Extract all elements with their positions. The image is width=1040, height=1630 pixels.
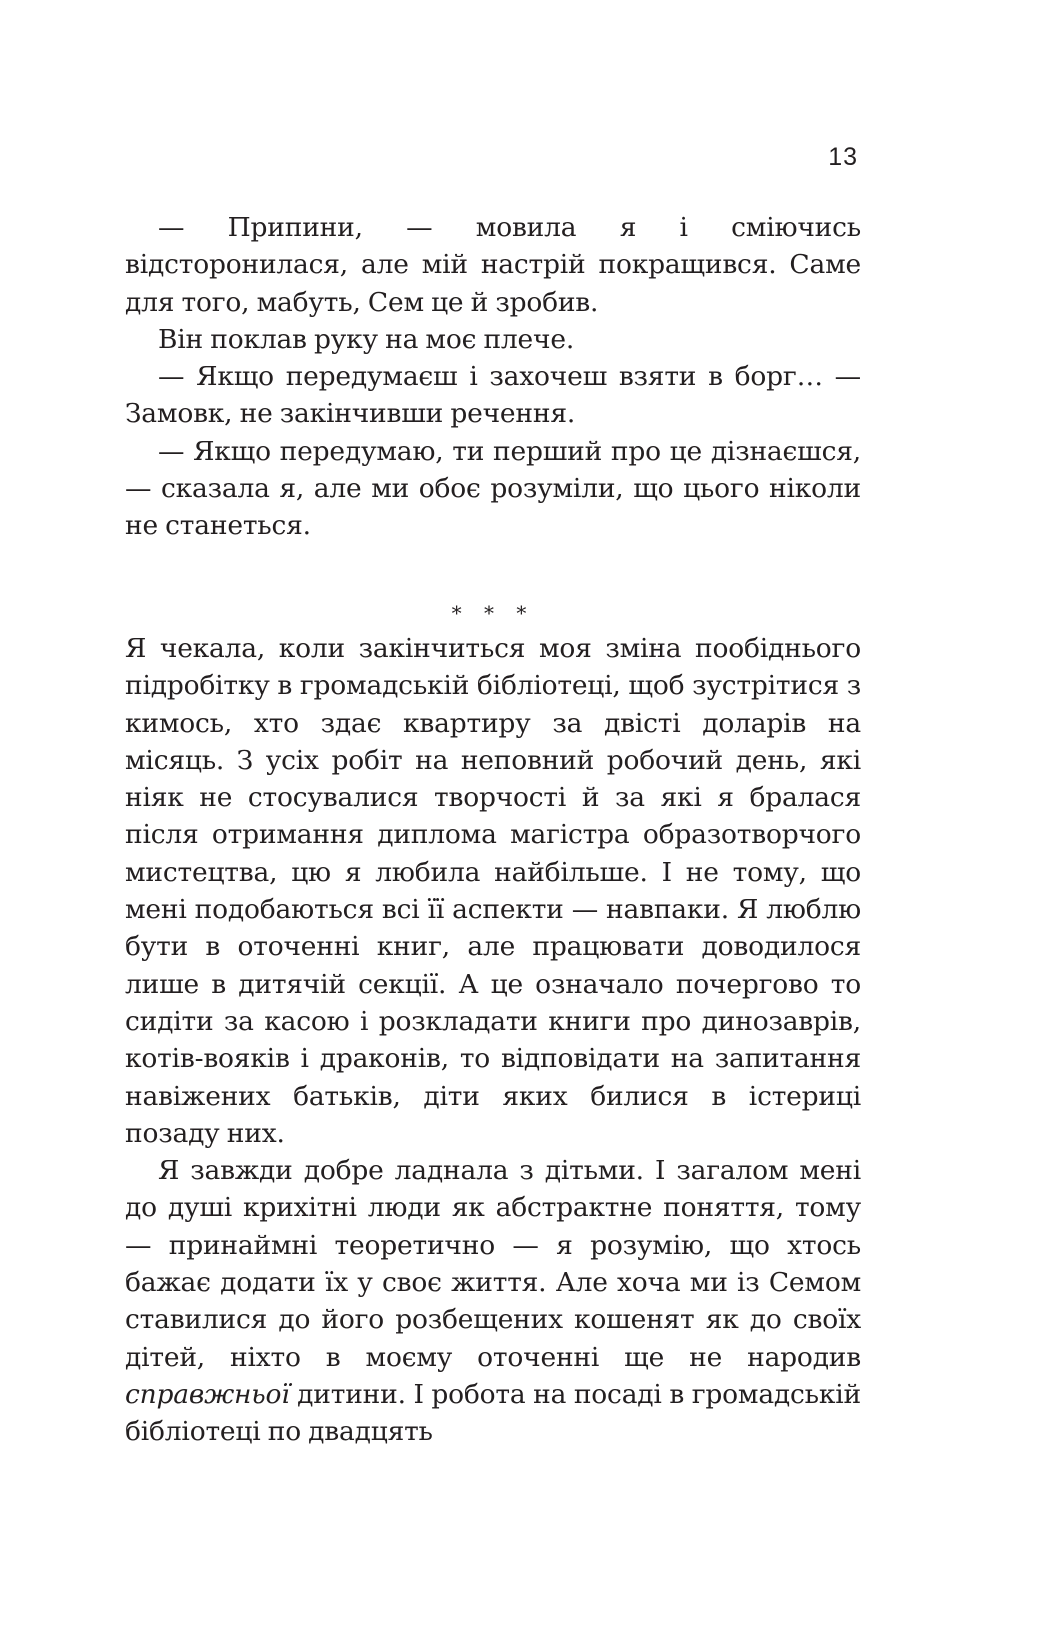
paragraph-children-text-end: дитини. І робота на посаді в громадській бібліотеці по двадцять: [125, 1378, 861, 1448]
page-number: 13: [828, 143, 858, 171]
section-separator: * * *: [451, 601, 535, 625]
section-one: [125, 209, 861, 545]
paragraph-library-job: Я чекала, коли закінчиться моя зміна пообіднього підробітку в громадській бібліотеці, щоб зустрітися з кимось, хто здає квартиру за двісті доларів на місяць. З усіх робіт на неповний робочий день, які ніяк не стосувалися творчості й за які я бралася після отримання диплома магістра образотворчого мистецтва, цю я любила найбільше. І не тому, що мені подобаються всі її аспекти — навпаки. Я люблю бути в оточенні книг, але працювати доводилося лише в дитячій секції. А це означало почергово то сидіти за касою і розкладати книги про динозаврів, котів-вояків і драконів, то відповідати на запитання навіжених батьків, діти яких билися в істериці позаду них.: [125, 633, 861, 1149]
section-two: [125, 630, 861, 1451]
paragraph-reply: — Якщо передумаю, ти перший про це дізнаєшся, — сказала я, але ми обоє розуміли, що цього ніколи не станеться.: [125, 435, 861, 542]
paragraph-hand-on-shoulder: Він поклав руку на моє плече.: [158, 323, 575, 355]
paragraph-loan-offer: — Якщо передумаєш і захочеш взяти в борг… — Замовк, не закінчивши речення.: [125, 361, 861, 430]
paragraph-children-text-start: Я завжди добре ладнала з дітьми. І загалом мені до душі крихітні люди як абстрактне поняття, тому — принаймні теоретично — я розумію, що хтось бажає додати їх у своє життя. Але хоча ми із Семом ставилися до його розбещених кошенят як до своїх дітей, ніхто в моєму оточенні ще не народив: [125, 1155, 861, 1373]
paragraph-children: [125, 1152, 861, 1450]
paragraph-stop: — Припини, — мовила я і сміючись відсторонилася, але мій настрій покращився. Саме для того, мабуть, Сем це й зробив.: [125, 212, 861, 318]
emphasis-real: справжньої: [125, 1378, 290, 1410]
